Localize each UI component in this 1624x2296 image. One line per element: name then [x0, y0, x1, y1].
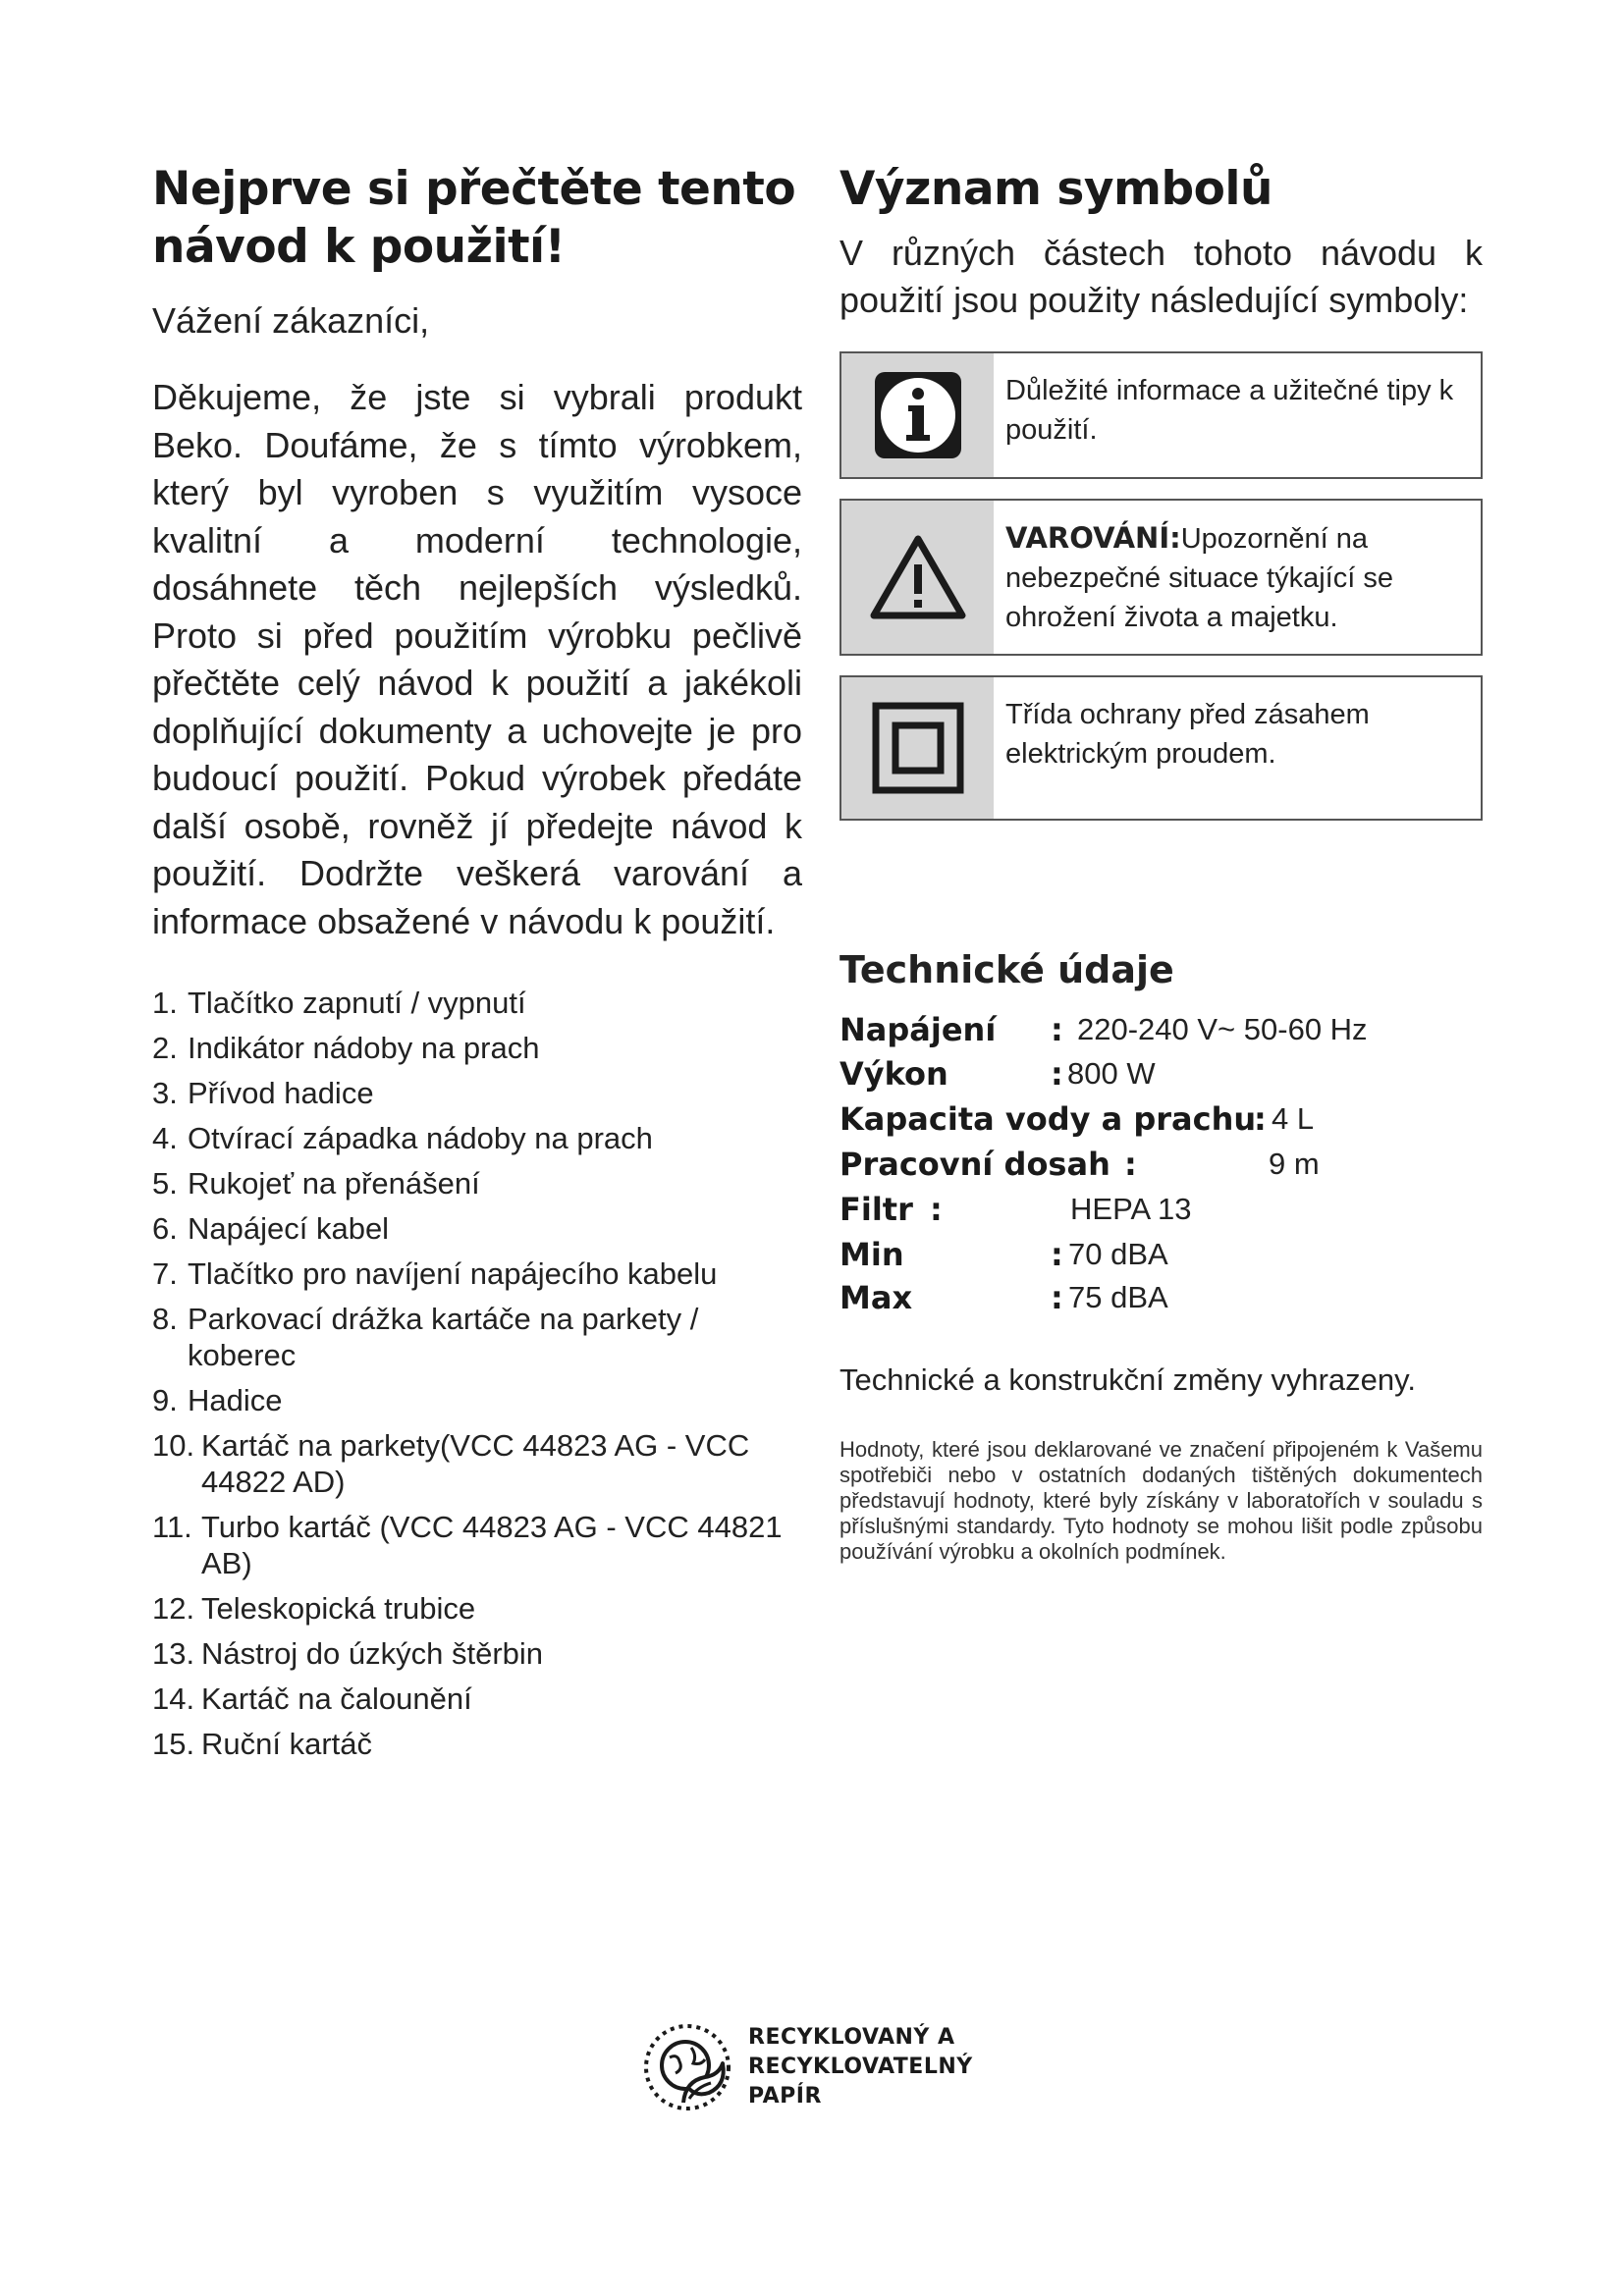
- item-label: Ruční kartáč: [201, 1727, 373, 1761]
- item-number: 6.: [152, 1211, 178, 1246]
- list-item: [152, 1030, 802, 1066]
- list-item: [152, 1075, 802, 1111]
- warning-triangle-icon: [841, 501, 994, 654]
- spec-value: 220-240 V~ 50-60 Hz: [1077, 1012, 1368, 1046]
- spec-filter: [839, 1187, 1192, 1232]
- spec-power: [839, 1051, 1156, 1096]
- item-label: Turbo kartáč (VCC 44823 AG - VCC 44821 AB): [201, 1510, 783, 1580]
- item-number: 15.: [152, 1727, 195, 1761]
- spec-value: 9 m: [1269, 1147, 1320, 1181]
- item-number: 3.: [152, 1076, 178, 1110]
- spec-max: [839, 1275, 1168, 1320]
- item-number: 8.: [152, 1302, 178, 1336]
- warning-title: VAROVÁNÍ:: [1005, 521, 1181, 555]
- info-icon: [841, 353, 994, 477]
- spec-label: Min: [839, 1236, 904, 1273]
- list-item: [152, 1681, 802, 1717]
- item-label: Indikátor nádoby na prach: [188, 1031, 540, 1065]
- list-item: [152, 1427, 802, 1500]
- item-label: Teleskopická trubice: [201, 1591, 476, 1626]
- item-label: Tlačítko zapnutí / vypnutí: [188, 986, 526, 1020]
- list-item: [152, 1590, 802, 1627]
- symbols-heading: Význam symbolů: [839, 162, 1272, 216]
- symbols-intro: V různých částech tohoto návodu k použití jsou použity následující symboly:: [839, 233, 1483, 320]
- spec-label: Napájení: [839, 1011, 997, 1048]
- spec-min: [839, 1232, 1168, 1277]
- disclaimer: Hodnoty, které jsou deklarované ve značení připojeném k Vašemu spotřebiči nebo v ostatních dodaných tištěných dokumentech představují hodnoty, které byly získány v laboratořích v souladu s příslušnými standardy. Tyto hodnoty se mohou lišit podle způsobu používání výrobku a okolních podmínek.: [839, 1437, 1483, 1564]
- spec-power-supply: [839, 1007, 1368, 1052]
- greeting: Vážení zákazníci,: [152, 300, 430, 341]
- protection-symbol-text: Třída ochrany před zásahem elektrickým proudem.: [1005, 699, 1370, 770]
- recycled-paper-icon: [640, 2020, 734, 2114]
- spec-label: Pracovní dosah: [839, 1146, 1110, 1183]
- recycle-label: [748, 2023, 973, 2111]
- right-column: [839, 160, 1483, 1565]
- parts-list: [152, 985, 802, 1762]
- warning-symbol-text: [994, 501, 1481, 654]
- list-item: [152, 1301, 802, 1373]
- item-number: 10.: [152, 1428, 195, 1463]
- page-title: Nejprve si přečtěte tento návod k použití!: [152, 162, 796, 274]
- tech-specs: [839, 1007, 1483, 1321]
- list-item: [152, 1382, 802, 1418]
- item-label: Rukojeť na přenášení: [188, 1166, 480, 1201]
- warning-description: Upozornění na nebezpečné situace týkající se ohrožení života a majetku.: [1005, 523, 1393, 633]
- recycle-line-3: PAPÍR: [748, 2084, 822, 2109]
- spec-label: Max: [839, 1279, 913, 1316]
- spec-label: Filtr: [839, 1191, 913, 1228]
- intro-paragraph: Děkujeme, že jste si vybrali produkt Beko. Doufáme, že s tímto výrobkem, který byl vyroben s využitím vysoce kvalitní a moderní technologie, dosáhnete těch nejlepších výsledků. Proto si před použitím výrobku pečlivě přečtěte celý návod k použití a jakékoli doplňující dokumenty a uchovejte je pro budoucí použití. Pokud výrobek předáte další osobě, rovněž jí předejte návod k použití. Dodržte veškerá varování a informace obsažené v návodu k použití.: [152, 377, 802, 941]
- recycle-line-2: RECYKLOVATELNÝ: [748, 2055, 973, 2079]
- spec-label: Výkon: [839, 1055, 948, 1093]
- list-item: [152, 1165, 802, 1201]
- item-label: Přívod hadice: [188, 1076, 374, 1110]
- item-label: Nástroj do úzkých štěrbin: [201, 1636, 544, 1671]
- changes-notice: Technické a konstrukční změny vyhrazeny.: [839, 1362, 1416, 1397]
- item-number: 9.: [152, 1383, 178, 1417]
- item-label: Tlačítko pro navíjení napájecího kabelu: [188, 1256, 718, 1291]
- spec-label: Kapacita vody a prachu: [839, 1100, 1257, 1138]
- item-label: Hadice: [188, 1383, 283, 1417]
- item-number: 4.: [152, 1121, 178, 1155]
- tech-specs-heading: Technické údaje: [839, 948, 1174, 991]
- recycle-badge: [640, 2020, 973, 2114]
- spec-colon: :: [1124, 1146, 1137, 1183]
- spec-range: [839, 1142, 1320, 1187]
- item-number: 13.: [152, 1636, 195, 1671]
- item-number: 7.: [152, 1256, 178, 1291]
- double-square-icon: [841, 677, 994, 819]
- spec-colon: :: [930, 1191, 943, 1228]
- list-item: [152, 1726, 802, 1762]
- item-label: Kartáč na čalounění: [201, 1682, 472, 1716]
- protection-symbol-box: [839, 675, 1483, 821]
- list-item: [152, 1509, 802, 1581]
- item-label: Kartáč na parkety(VCC 44823 AG - VCC 44822 AD): [201, 1428, 750, 1499]
- spec-value: 75 dBA: [1068, 1280, 1168, 1314]
- warning-symbol-box: [839, 499, 1483, 656]
- list-item: [152, 1120, 802, 1156]
- info-symbol-text: Důležité informace a užitečné tipy k použití.: [1005, 375, 1454, 446]
- spec-value: 70 dBA: [1068, 1237, 1168, 1271]
- item-number: 5.: [152, 1166, 178, 1201]
- spec-value: 4 L: [1272, 1101, 1315, 1136]
- item-label: Napájecí kabel: [188, 1211, 390, 1246]
- list-item: [152, 985, 802, 1021]
- item-number: 12.: [152, 1591, 195, 1626]
- item-number: 11.: [152, 1510, 192, 1544]
- spec-colon: :: [1051, 1279, 1063, 1316]
- spec-capacity: [839, 1096, 1315, 1142]
- item-number: 2.: [152, 1031, 178, 1065]
- spec-colon: :: [1051, 1055, 1063, 1093]
- item-number: 14.: [152, 1682, 195, 1716]
- info-symbol-box: [839, 351, 1483, 479]
- item-label: Otvírací západka nádoby na prach: [188, 1121, 653, 1155]
- list-item: [152, 1210, 802, 1247]
- item-label: Parkovací drážka kartáče na parkety / koberec: [188, 1302, 699, 1372]
- spec-value: HEPA 13: [1070, 1192, 1192, 1226]
- left-column: [152, 160, 802, 1771]
- spec-colon: :: [1051, 1011, 1063, 1048]
- spec-value: 800 W: [1067, 1056, 1156, 1091]
- recycle-line-1: RECYKLOVANÝ A: [748, 2025, 955, 2050]
- item-number: 1.: [152, 986, 178, 1020]
- spec-colon: :: [1051, 1236, 1063, 1273]
- list-item: [152, 1635, 802, 1672]
- list-item: [152, 1255, 802, 1292]
- spec-colon: :: [1254, 1100, 1267, 1138]
